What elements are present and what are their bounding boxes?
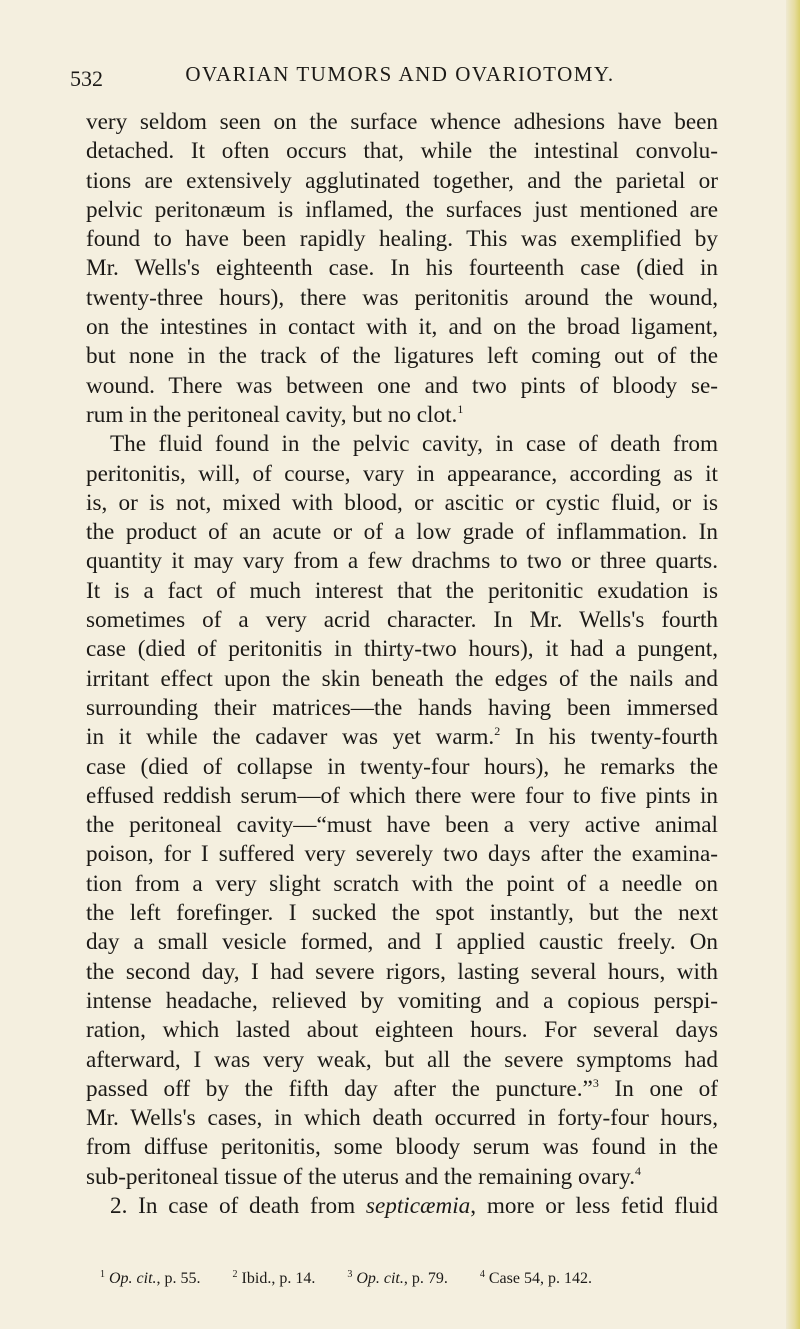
italic-term: septicæmia [365, 1192, 471, 1219]
text-line: peritonitis, will, of course, vary in appearance, according as it [86, 460, 718, 487]
text-line: pelvic peritonæum is inflamed, the surfaces just mentioned are [86, 196, 718, 223]
text-line: tions are extensively agglutinated together, and the parietal or [86, 167, 718, 194]
text-line: is, or is not, mixed with blood, or ascitic or cystic fluid, or is [86, 489, 718, 516]
text-line: in it while the cadaver was yet warm.$^2$ In his twenty-fourth [86, 724, 718, 751]
footnote-1: $^1$ Op. cit., p. 55. [100, 1269, 201, 1287]
text-line: from diffuse peritonitis, some bloody serum was found in the [86, 1134, 718, 1161]
footnote-ref: 2 [494, 724, 501, 739]
text-line: The fluid found in the pelvic cavity, in case of death from [110, 431, 718, 458]
text-line: on the intestines in contact with it, and on the broad ligament, [86, 314, 718, 341]
text-line: irritant effect upon the skin beneath the edges of the nails and [86, 665, 718, 692]
text-line: surrounding their matrices—the hands having been immersed [86, 694, 718, 721]
text-line: detached. It often occurs that, while the intestinal convolu- [86, 138, 718, 165]
text-line: the peritoneal cavity—“must have been a very active animal [86, 812, 718, 839]
text-line: rum in the peritoneal cavity, but no clot.$^1$ [86, 401, 464, 428]
text-line: 2. In case of death from septicæmia, more or less fetid fluid [110, 1192, 719, 1219]
text-line: effused reddish serum—of which there were four to five pints in [86, 782, 718, 809]
text-line: afterward, I was very weak, but all the severe symptoms had [86, 1046, 718, 1073]
running-head: OVARIAN TUMORS AND OVARIOTOMY. [185, 62, 615, 86]
footnote-ref: 3 [592, 1075, 599, 1090]
text-line: ration, which lasted about eighteen hours. For several days [86, 1017, 718, 1044]
footnote-ref: 1 [457, 401, 464, 416]
footnotes [100, 1270, 740, 1288]
text-line: quantity it may vary from a few drachms to two or three quarts. [86, 548, 718, 575]
page-header [70, 58, 730, 92]
text-line: sometimes of a very acrid character. In Mr. Wells's fourth [86, 607, 718, 634]
text-line: intense headache, relieved by vomiting and a copious perspi- [86, 987, 718, 1014]
body-text [86, 108, 718, 1221]
text-line: wound. There was between one and two pints of bloody se- [86, 372, 718, 399]
footnote-2: $^2$ Ibid., p. 14. [232, 1269, 316, 1287]
footnote-4: $^4$ Case 54, p. 142. [479, 1269, 592, 1287]
text-line: day a small vesicle formed, and I applied caustic freely. On [86, 929, 718, 956]
text-line: case (died of peritonitis in thirty-two hours), it had a pungent, [86, 636, 718, 663]
text-line: Mr. Wells's cases, in which death occurred in forty-four hours, [86, 1105, 718, 1132]
text-line: very seldom seen on the surface whence adhesions have been [86, 109, 718, 135]
text-line: Mr. Wells's eighteenth case. In his fourteenth case (died in [86, 255, 718, 282]
text-line: found to have been rapidly healing. This was exemplified by [86, 226, 718, 253]
text-line: tion from a very slight scratch with the point of a needle on [86, 870, 718, 897]
footnote-ref: 4 [635, 1163, 642, 1178]
text-line: the second day, I had severe rigors, lasting several hours, with [86, 958, 718, 985]
page-edge [786, 0, 800, 1329]
text-line: case (died of collapse in twenty-four hours), he remarks the [86, 753, 718, 780]
page-number: 532 [70, 66, 103, 91]
footnote-3: $^3$ Op. cit., p. 79. [347, 1269, 448, 1287]
text-line: the left forefinger. I sucked the spot instantly, but the next [86, 900, 718, 927]
text-line: It is a fact of much interest that the peritonitic exudation is [86, 577, 718, 604]
text-line: the product of an acute or of a low grade of inflammation. In [86, 519, 718, 546]
text-line: poison, for I suffered very severely two days after the examina- [86, 841, 718, 868]
text-line: twenty-three hours), there was peritonitis around the wound, [86, 284, 718, 311]
text-line: passed off by the fifth day after the puncture.”$^3$ In one of [86, 1075, 718, 1102]
text-line: but none in the track of the ligatures left coming out of the [86, 343, 718, 370]
text-line: sub-peritoneal tissue of the uterus and the remaining ovary.$^4$ [86, 1163, 642, 1190]
